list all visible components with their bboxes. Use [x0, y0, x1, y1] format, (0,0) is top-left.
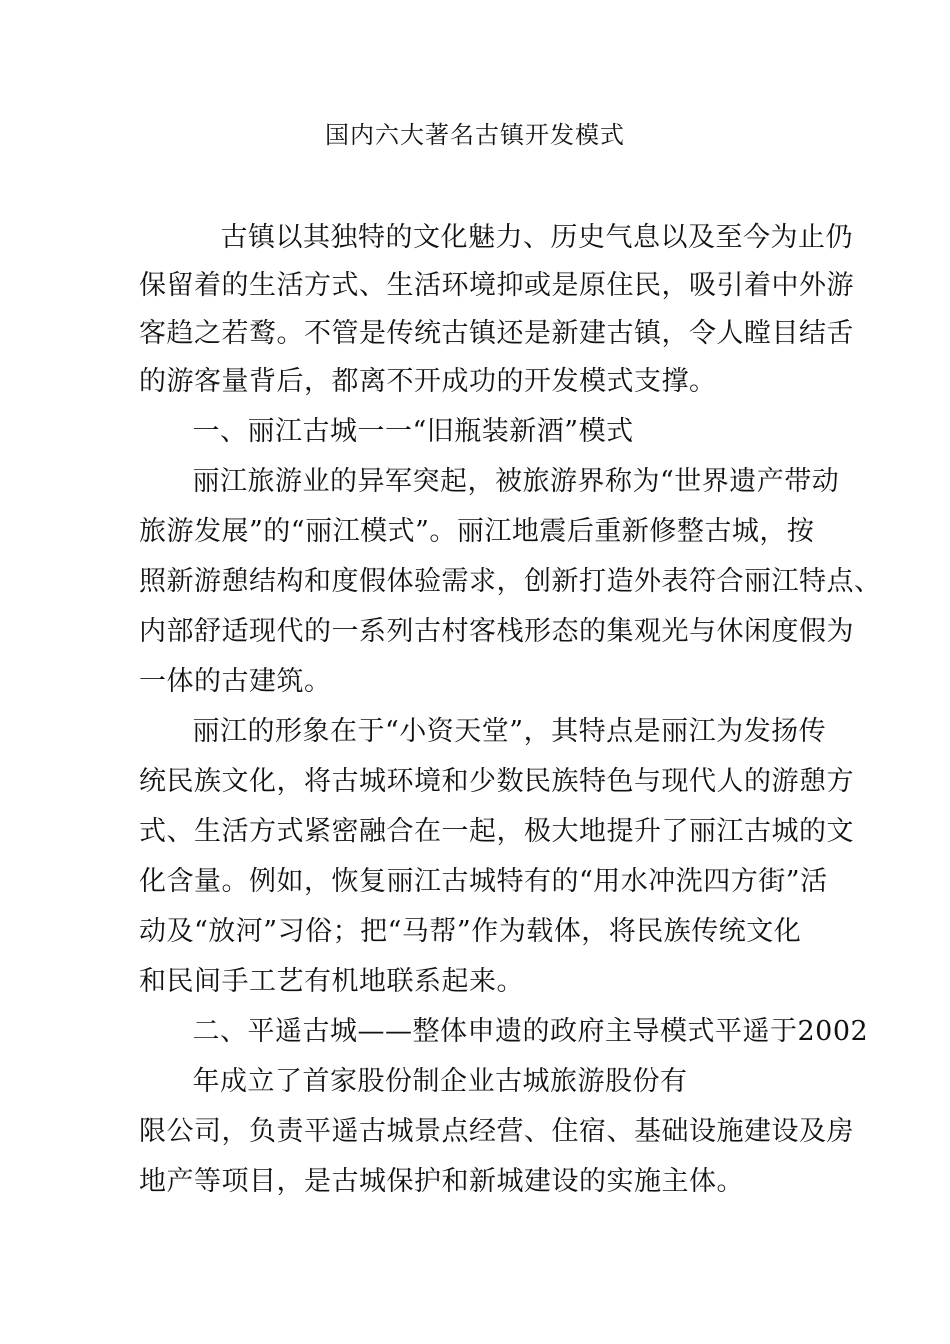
section-heading: 二、平遥古城——整体申遗的政府主导模式平遥于2002	[165, 1016, 869, 1047]
section-heading: 一、丽江古城一一“旧瓶装新酒”模式	[165, 416, 634, 447]
paragraph-line: 丽江旅游业的异军突起，被旅游界称为“世界遗产带动	[165, 466, 840, 497]
document-title: 国内六大著名古镇开发模式	[325, 121, 625, 149]
paragraph-line: 统民族文化，将古城环境和少数民族特色与现代人的游憩方	[139, 766, 854, 797]
paragraph-line: 化含量。例如，恢复丽江古城特有的“用水冲洗四方街”活	[139, 866, 828, 897]
paragraph-line: 照新游憩结构和度假体验需求，创新打造外表符合丽江特点、	[139, 566, 882, 597]
paragraph-line: 和民间手工艺有机地联系起来。	[139, 966, 524, 997]
paragraph-line: 保留着的生活方式、生活环境抑或是原住民，吸引着中外游	[139, 270, 854, 301]
paragraph-line: 的游客量背后，都离不开成功的开发模式支撑。	[139, 366, 717, 397]
paragraph-line: 动及“放河”习俗；把“马帮”作为载体，将民族传统文化	[139, 916, 802, 947]
paragraph-line: 客趋之若鹜。不管是传统古镇还是新建古镇，令人瞠目结舌	[139, 318, 854, 349]
paragraph-line: 地产等项目，是古城保护和新城建设的实施主体。	[139, 1166, 744, 1197]
paragraph-line: 限公司，负责平遥古城景点经营、住宿、基础设施建设及房	[139, 1116, 854, 1147]
paragraph-line: 丽江的形象在于“小资天堂”，其特点是丽江为发扬传	[165, 716, 827, 747]
paragraph-line: 式、生活方式紧密融合在一起，极大地提升了丽江古城的文	[139, 816, 854, 847]
paragraph-line: 年成立了首家股份制企业古城旅游股份有	[165, 1066, 688, 1097]
paragraph-line: 一体的古建筑。	[139, 666, 332, 697]
paragraph-line: 古镇以其独特的文化魅力、历史气息以及至今为止仍	[193, 222, 853, 253]
paragraph-line: 旅游发展”的“丽江模式”。丽江地震后重新修整古城，按	[139, 516, 815, 547]
paragraph-line: 内部舒适现代的一系列古村客栈形态的集观光与休闲度假为	[139, 616, 854, 647]
